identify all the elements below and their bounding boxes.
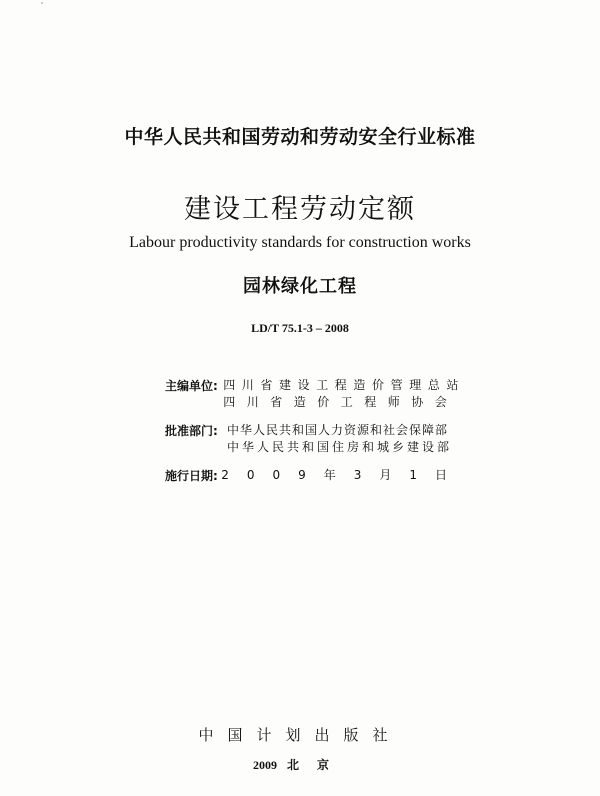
- effective-date-block: [165, 467, 465, 484]
- publication-line: [0, 756, 600, 773]
- editors-block: [165, 377, 465, 411]
- editor-1: 四川省建设工程造价管理总站: [223, 378, 465, 392]
- approvers-block: [165, 422, 465, 456]
- subtitle: 园林绿化工程: [243, 276, 357, 297]
- editors-label: 主编单位:: [165, 379, 218, 393]
- scan-speck: [41, 2, 43, 4]
- standard-category-header: 中华人民共和国劳动和劳动安全行业标准: [124, 126, 476, 148]
- standard-code: LD/T 75.1-3 – 2008: [251, 321, 349, 335]
- publisher-name: 中国计划出版社: [198, 726, 402, 744]
- title-chinese: 建设工程劳动定额: [184, 194, 416, 225]
- title-english: Labour productivity standards for construction works: [129, 234, 471, 251]
- effective-date-label: 施行日期:: [165, 469, 218, 483]
- approvers-label: 批准部门:: [165, 424, 218, 438]
- publication-year: 2009: [252, 758, 277, 772]
- publication-city: 北京: [286, 758, 347, 772]
- editor-2: 四川省造价工程师协会: [223, 395, 459, 409]
- approver-2: 中华人民共和国住房和城乡建设部: [227, 440, 453, 454]
- approver-1: 中华人民共和国人力资源和社会保障部: [227, 423, 449, 437]
- effective-date-value: 2009年3月1日: [221, 468, 465, 482]
